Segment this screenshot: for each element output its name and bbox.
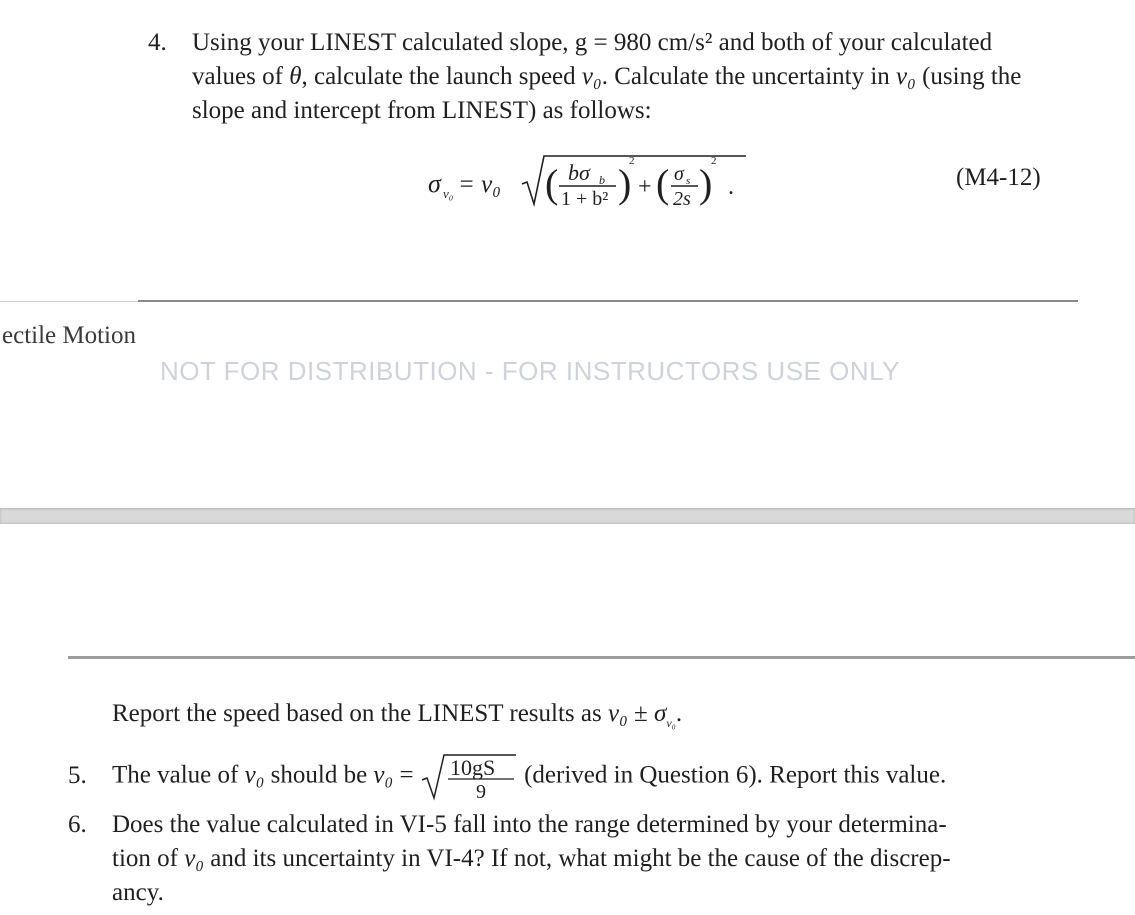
text-segment: values of	[192, 63, 290, 90]
equation-graphic	[428, 150, 758, 214]
question-4-line-3: slope and intercept from LINEST) as follows:	[192, 97, 652, 124]
question-4-text-1: Using your LINEST calculated slope, g = 980 cm/s² and both of your calculated	[192, 29, 993, 56]
v0-symbol: v₀	[607, 700, 628, 727]
paren-close: )	[699, 161, 713, 206]
exponent: 2	[711, 155, 717, 167]
text-segment: Does the value calculated in VI-5 fall into the range determined by your determina-	[112, 811, 947, 838]
plus-minus: ±	[627, 700, 654, 727]
theta-symbol: θ	[289, 63, 302, 90]
equals-sign: =	[393, 761, 420, 789]
v0-symbol: v₀	[581, 63, 602, 90]
equation-number: (M4-12)	[956, 164, 1041, 191]
question-6	[68, 808, 951, 910]
question-4-line-1	[148, 26, 1021, 60]
v0-symbol: v₀	[373, 761, 394, 789]
sqrt-graphic	[420, 752, 518, 802]
footer-divider	[138, 300, 1078, 302]
question-4	[148, 26, 1021, 128]
sqrt-expression	[420, 752, 518, 802]
question-number: 5.	[68, 761, 87, 789]
watermark: NOT FOR DISTRIBUTION - FOR INSTRUCTORS USE ONLY	[160, 356, 900, 386]
sigma-symbol: σ	[654, 700, 667, 727]
v0-symbol: v₀	[896, 63, 916, 90]
question-5	[68, 752, 946, 802]
chapter-footer-label: ectile Motion	[2, 322, 136, 349]
question-number: 4.	[148, 29, 167, 56]
frac1-denominator: 1 + b²	[561, 188, 609, 210]
period: .	[728, 174, 734, 200]
frac1-numerator: bσ	[568, 160, 590, 185]
question-6-line-2	[68, 842, 951, 876]
paren-close: )	[618, 161, 632, 206]
paren-open: (	[545, 161, 559, 206]
question-6-line-1	[68, 808, 951, 842]
question-4-line-2	[148, 60, 1021, 94]
equals-v0: = v₀	[458, 171, 501, 198]
sigma-subscript: v₀	[443, 186, 454, 201]
v0-symbol: v₀	[244, 761, 265, 789]
header-divider	[68, 656, 1135, 659]
period: .	[675, 700, 683, 727]
sigma-symbol: σ	[428, 169, 441, 198]
question-6-line-3: ancy.	[112, 879, 164, 906]
text-segment: should be	[264, 761, 374, 789]
question-number: 6.	[68, 811, 87, 838]
page-gap	[0, 508, 1135, 524]
fraction-numerator: 10gS	[449, 755, 496, 780]
report-instruction	[112, 697, 682, 740]
frac2-numerator: σ	[674, 163, 684, 185]
frac1-numerator-sub: b	[599, 173, 605, 187]
paren-open: (	[656, 161, 670, 206]
fraction-denominator: 9	[475, 781, 486, 802]
sigma-subscript: v₀	[666, 716, 676, 730]
divider-left	[0, 301, 138, 302]
text-segment: , calculate the launch speed	[301, 63, 582, 90]
text-segment: (using the	[915, 63, 1022, 90]
v0-symbol: v₀	[184, 845, 205, 872]
equation-m4-12	[428, 150, 758, 214]
text-segment: and its uncertainty in VI-4? If not, what might be the cause of the discrep-	[204, 845, 951, 872]
exponent: 2	[629, 155, 635, 167]
text-segment: tion of	[112, 845, 185, 872]
text-segment: Report the speed based on the LINEST results as	[112, 700, 608, 727]
text-segment: The value of	[112, 761, 245, 789]
plus-sign: +	[638, 174, 652, 200]
text-segment: . Calculate the uncertainty in	[601, 63, 897, 90]
text-segment: (derived in Question 6). Report this value.	[517, 761, 947, 789]
frac2-numerator-sub: s	[686, 175, 691, 187]
frac2-denominator: 2s	[673, 188, 691, 210]
